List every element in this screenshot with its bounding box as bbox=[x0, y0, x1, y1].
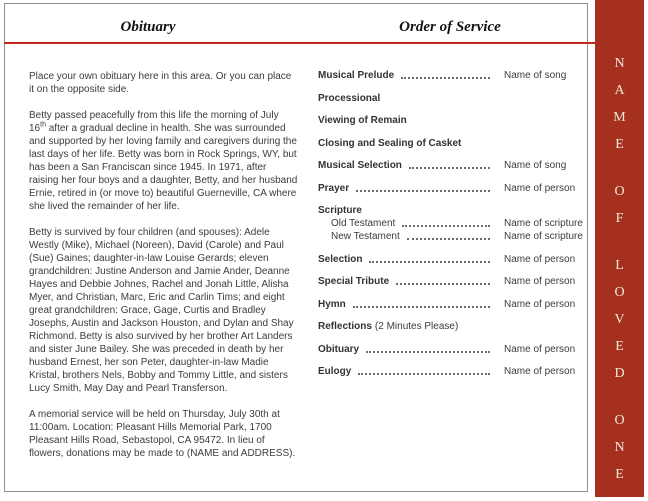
vertical-letter: D bbox=[614, 366, 625, 381]
vertical-letter: O bbox=[614, 413, 625, 428]
service-item-value: Name of person bbox=[504, 298, 576, 310]
obituary-text-column bbox=[29, 70, 298, 473]
side-banner bbox=[595, 0, 644, 497]
vertical-letter: N bbox=[614, 440, 625, 455]
obituary-title: Obituary bbox=[120, 19, 176, 35]
service-item-label: Viewing of Remain bbox=[318, 115, 407, 126]
dotted-leader bbox=[356, 190, 490, 192]
order-of-service-title: Order of Service bbox=[399, 19, 501, 35]
service-row bbox=[318, 137, 576, 150]
dotted-leader bbox=[358, 373, 490, 375]
service-row bbox=[318, 253, 576, 266]
loved-one-name-vertical bbox=[595, 50, 644, 488]
service-item-value: Name of person bbox=[504, 276, 576, 287]
service-item-label: Scripture bbox=[318, 205, 362, 216]
order-of-service-list bbox=[318, 69, 583, 388]
vertical-letter: L bbox=[615, 258, 624, 273]
vertical-letter: E bbox=[615, 339, 624, 354]
service-item-value: Name of person bbox=[504, 343, 576, 355]
vertical-letter: V bbox=[614, 312, 625, 327]
service-item-label: Eulogy bbox=[318, 366, 352, 377]
vertical-letter: M bbox=[613, 110, 626, 125]
vertical-letter: O bbox=[614, 285, 625, 300]
vertical-letter: A bbox=[614, 83, 625, 98]
service-item-label: Prayer bbox=[318, 182, 350, 194]
dotted-leader bbox=[402, 225, 490, 227]
vertical-letter: O bbox=[614, 184, 625, 199]
service-row bbox=[318, 159, 576, 172]
service-item-value: Name of person bbox=[504, 182, 576, 194]
dotted-leader bbox=[396, 283, 490, 285]
service-item-note: (2 Minutes Please) bbox=[374, 321, 459, 332]
service-row bbox=[318, 204, 576, 217]
service-row bbox=[318, 182, 576, 195]
vertical-letter: E bbox=[615, 467, 624, 482]
service-item-value: Name of person bbox=[504, 366, 576, 377]
dotted-leader bbox=[409, 167, 490, 169]
vertical-word-gap bbox=[595, 387, 644, 407]
service-item-label: Closing and Sealing of Casket bbox=[318, 137, 462, 149]
dotted-leader bbox=[401, 77, 490, 79]
service-row bbox=[318, 365, 576, 378]
vertical-word-gap bbox=[595, 232, 644, 252]
service-item-value: Name of song bbox=[504, 160, 567, 171]
obituary-life-text-end: after a gradual decline in health. She was surrounded and supported by her loving family and caregivers during the last days of her life. Betty was born in Rock Springs, WY, but has been a San Franciscan since 1945. In 1971, after raising her four boys and a daughter, Betty, and her husband Ernie, retired in (or move to) beautiful Guerneville, CA where she lived the remainder of her life. bbox=[29, 123, 298, 212]
service-item-label: Old Testament bbox=[331, 218, 396, 229]
service-item-value: Name of song bbox=[504, 70, 567, 81]
service-item-label: Selection bbox=[318, 253, 363, 265]
service-item-value: Name of scripture bbox=[504, 231, 583, 242]
service-item-label: Musical Prelude bbox=[318, 70, 395, 81]
vertical-letter: N bbox=[614, 56, 625, 71]
obituary-service-info-paragraph: A memorial service will be held on Thursday, July 30th at 11:00am. Location: Pleasant Hills Memorial Park, 1700 Pleasant Hills Road, Sebastopol, CA 95472. In lieu of flowers, donations may be made to (NAME and ADDRESS). bbox=[29, 409, 296, 459]
service-item-value: Name of person bbox=[504, 253, 576, 265]
service-item-label: Processional bbox=[318, 92, 381, 104]
service-row bbox=[318, 114, 576, 127]
header-divider-line bbox=[4, 42, 595, 44]
obituary-placeholder-paragraph: Place your own obituary here in this area. Or you can place it on the opposite side. bbox=[29, 71, 292, 95]
vertical-word-gap bbox=[595, 158, 644, 178]
dotted-leader bbox=[369, 261, 490, 263]
service-item-label: Hymn bbox=[318, 298, 346, 310]
service-row bbox=[318, 92, 576, 105]
obituary-life-text-start: Betty passed peacefully from this life the morning of July 16 bbox=[29, 110, 279, 134]
service-item-value: Name of scripture bbox=[504, 218, 583, 229]
vertical-letter: F bbox=[615, 211, 624, 226]
obituary-survivors-paragraph: Betty is survived by four children (and spouses): Adele Westly (Mike), Michael (Noreen), David (Carole) and Paul (Sue) Gaines; daughter-in-law Louise Gerards; eleven grandchildren: Justine Anderson and Jamie Ander, Deanne Hayes and Debbie Johnes, Rachel and Jonah Little, Alisha Myer, and Christian, Marc, Eric and Carlin Tims; and eight great grandchildren: Grace, Gage, Curtis and Bradley Josephs, Austin and Jackson Houston, and Dylan and Shay Richmond. Betty is also survived by her brother Art Landers and sister June Bailey. She was preceded in death by her husband Ernest, her son Peter, daughter-in-law Madie Kristal, brothers Nels, Bobby and Tommy Little, and sisters Lucy Smith, May Day and Pearl Transferson. bbox=[29, 227, 294, 394]
dotted-leader bbox=[366, 351, 490, 353]
ordinal-superscript: th bbox=[40, 121, 46, 129]
obituary-life-paragraph bbox=[29, 109, 298, 213]
service-row bbox=[318, 217, 583, 230]
service-row bbox=[318, 230, 583, 243]
service-row bbox=[318, 298, 576, 311]
service-item-label: Reflections bbox=[318, 321, 372, 332]
service-row bbox=[318, 69, 576, 82]
service-row bbox=[318, 275, 576, 288]
service-item-label: New Testament bbox=[331, 231, 400, 242]
dotted-leader bbox=[407, 238, 490, 240]
dotted-leader bbox=[353, 306, 490, 308]
service-row bbox=[318, 343, 576, 356]
service-item-label: Musical Selection bbox=[318, 160, 402, 171]
service-item-label: Special Tribute bbox=[318, 276, 390, 287]
service-item-label: Obituary bbox=[318, 343, 360, 355]
service-row bbox=[318, 320, 576, 333]
vertical-letter: E bbox=[615, 137, 624, 152]
